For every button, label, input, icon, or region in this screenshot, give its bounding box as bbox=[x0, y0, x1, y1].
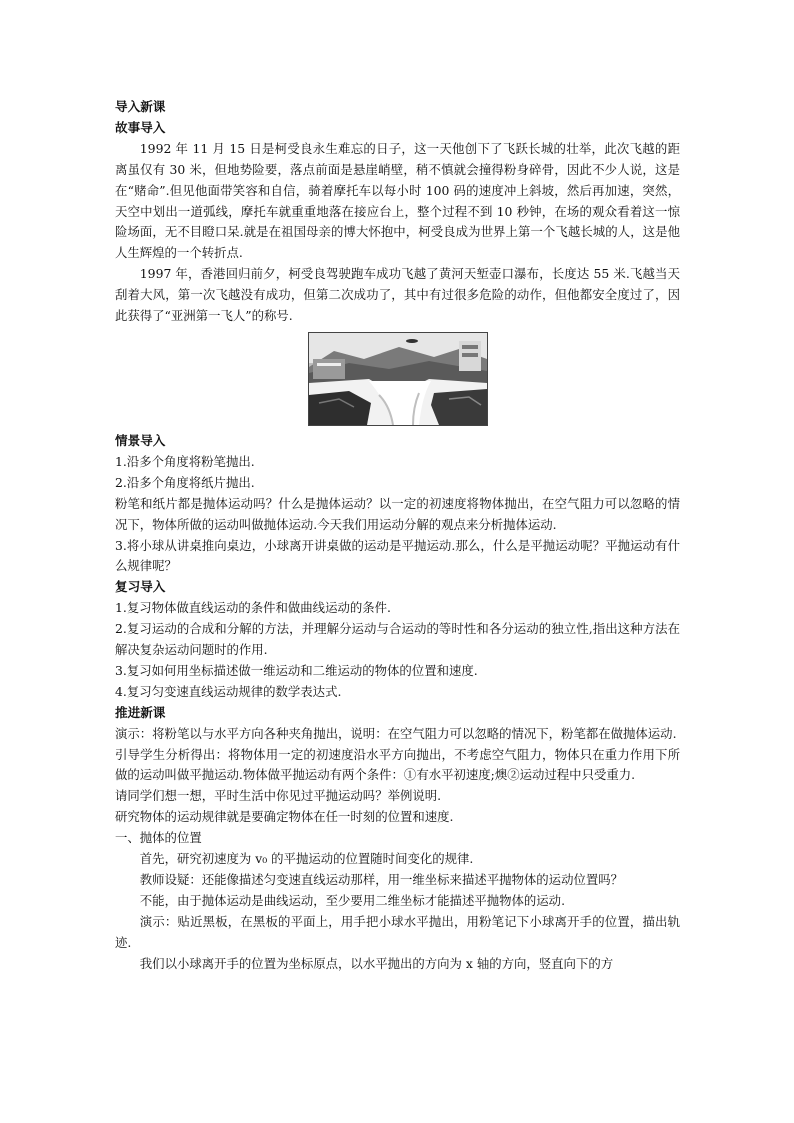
heading-intro: 导入新课 bbox=[115, 99, 166, 114]
heading-scene: 情景导入 bbox=[115, 432, 166, 448]
section-paragraph-1: 首先，研究初速度为 v₀ 的平抛运动的位置随时间变化的规律. bbox=[139, 851, 474, 867]
section-heading-1: 一、抛体的位置 bbox=[115, 830, 202, 846]
section-paragraph-3: 不能，由于抛体运动是曲线运动，至少要用二维坐标才能描述平抛物体的运动. bbox=[139, 892, 566, 908]
section-paragraph-4: 演示：贴近黑板，在黑板的平面上，用手把小球水平抛出，用粉笔记下小球离开手的位置，描出轨迹. bbox=[115, 913, 680, 950]
story-paragraph-1: 1992 年 11 月 15 日是柯受良永生难忘的日子，这一天他创下了飞跃长城的壮举，此次飞越的距离虽仅有 30 米，但地势险要，落点前面是悬崖峭壁，稍不慎就会撞得粉身碎骨，因此不少人说，这是在“赌命”.但见他面带笑容和自信，骑着摩托车以每小时 100 码的速度冲上斜坡，然后再加速，突然，天空中划出一道弧线，摩托车就重重地落在接应台上，整个过程不到 10 秒钟，在场的观众看着这一惊险场面，无不目瞪口呆.就是在祖国母亲的博大怀抱中，柯受良成为世界上第一个飞越长城的人，这是他人生辉煌的一个转折点. bbox=[115, 140, 680, 261]
review-item-1: 1.复习物体做直线运动的条件和做曲线运动的条件. bbox=[115, 600, 391, 616]
waterfall-photo-illustration bbox=[309, 333, 487, 425]
heading-review: 复习导入 bbox=[115, 579, 166, 595]
advance-paragraph-2: 引导学生分析得出：将物体用一定的初速度沿水平方向抛出，不考虑空气阻力，物体只在重力作用下所做的运动叫做平抛运动.物体做平抛运动有两个条件：①有水平初速度;燠②运动过程中只受重力. bbox=[115, 746, 680, 783]
review-item-2: 2.复习运动的合成和分解的方法，并理解分运动与合运动的等时性和各分运动的独立性,指出这种方法在解决复杂运动问题时的作用. bbox=[115, 621, 680, 658]
waterfall-photo bbox=[308, 332, 488, 426]
section-paragraph-5: 我们以小球离开手的位置为坐标原点，以水平抛出的方向为 x 轴的方向，竖直向下的方 bbox=[139, 955, 614, 971]
scene-item-3: 3.将小球从讲桌推向桌边，小球离开讲桌做的运动是平抛运动.那么，什么是平抛运动呢？平抛运动有什么规律呢？ bbox=[115, 537, 680, 574]
scene-item-1: 1.沿多个角度将粉笔抛出. bbox=[115, 453, 255, 469]
scene-item-2: 2.沿多个角度将纸片抛出. bbox=[115, 474, 255, 490]
advance-paragraph-3: 请同学们想一想，平时生活中你见过平抛运动吗？举例说明. bbox=[115, 788, 442, 804]
document-page bbox=[115, 97, 680, 975]
review-item-3: 3.复习如何用坐标描述做一维运动和二维运动的物体的位置和速度. bbox=[115, 662, 478, 678]
advance-paragraph-4: 研究物体的运动规律就是要确定物体在任一时刻的位置和速度. bbox=[115, 809, 454, 825]
section-paragraph-2: 教师设疑：还能像描述匀变速直线运动那样，用一维坐标来描述平抛物体的运动位置吗？ bbox=[139, 872, 624, 887]
review-item-4: 4.复习匀变速直线运动规律的数学表达式. bbox=[115, 683, 342, 699]
heading-story: 故事导入 bbox=[115, 119, 166, 135]
story-paragraph-2: 1997 年，香港回归前夕，柯受良驾驶跑车成功飞越了黄河天堑壶口瀑布，长度达 55 米.飞越当天刮着大风，第一次飞越没有成功，但第二次成功了，其中有过很多危险的动作，但他都安全度过了，因此获得了“亚洲第一飞人”的称号. bbox=[115, 266, 680, 324]
advance-paragraph-1: 演示：将粉笔以与水平方向各种夹角抛出，说明：在空气阻力可以忽略的情况下，粉笔都在做抛体运动. bbox=[115, 725, 677, 741]
heading-advance: 推进新课 bbox=[115, 704, 166, 720]
scene-paragraph: 粉笔和纸片都是抛体运动吗？什么是抛体运动？以一定的初速度将物体抛出，在空气阻力可以忽略的情况下，物体所做的运动叫做抛体运动.今天我们用运动分解的观点来分析抛体运动. bbox=[115, 495, 680, 532]
